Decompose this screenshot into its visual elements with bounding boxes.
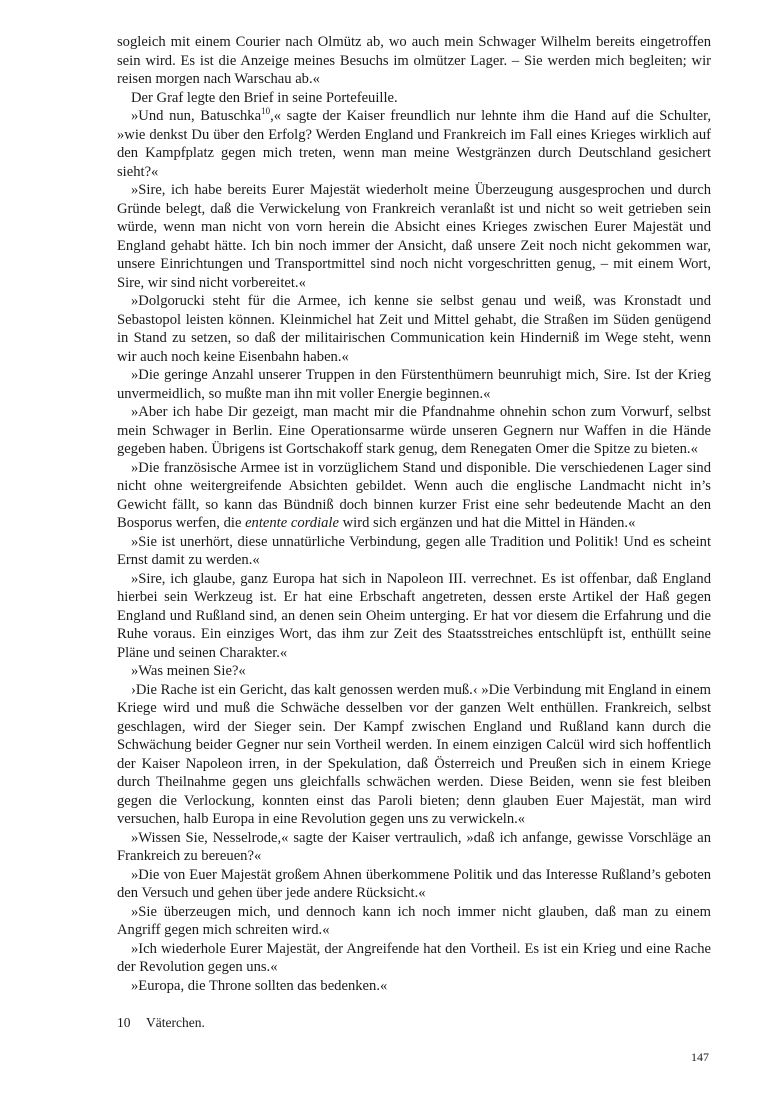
footnote-reference: 10: [261, 106, 271, 117]
paragraph: [117, 403, 711, 459]
paragraph: [117, 570, 711, 663]
paragraph: [117, 292, 711, 366]
paragraph: [117, 89, 711, 108]
paragraph: [117, 977, 711, 996]
paragraph: [117, 866, 711, 903]
paragraph-text: »Die französische Armee ist in vorzüglichem Stand und disponible. Die verschiedenen Lager sind nicht ohne weitergreifende Absichten gebildet. Wenn auch die englische Landmacht nicht in’s Gewicht fällt, so kann das Bündniß doch binnen kurzer Frist eine sehr bedeutende Macht an den Bosporus werfen, die: [117, 459, 711, 531]
paragraph-text: Der Graf legte den Brief in seine Portefeuille.: [131, 89, 398, 106]
paragraph: [117, 903, 711, 940]
paragraph-text: sogleich mit einem Courier nach Olmütz ab, wo auch mein Schwager Wilhelm bereits eingetroffen sein wird. Es ist die Anzeige meines Besuchs im olmützer Lager. – Sie werden mich begleiten; wir reisen morgen nach Warschau ab.«: [117, 34, 711, 87]
paragraph-text: »Aber ich habe Dir gezeigt, man macht mir die Pfandnahme ohnehin schon zum Vorwurf, selbst mein Schwager in Berlin. Eine Operationsarme würde unseren Gegnern nur Waffen in die Hände gegeben haben. Übrigens ist Gortschakoff stark genug, dem Renegaten Omer die Spitze zu bieten.«: [117, 404, 711, 457]
paragraph-text: »Was meinen Sie?«: [131, 663, 246, 679]
paragraph-text: wird sich ergänzen und hat die Mittel in Händen.«: [338, 515, 636, 531]
paragraph-text: »Die geringe Anzahl unserer Truppen in den Fürstenthümern beunruhigt mich, Sire. Ist der Krieg unvermeidlich, so mußte man ihn mit voller Energie beginnen.«: [117, 367, 711, 402]
paragraph-text: »Sire, ich glaube, ganz Europa hat sich in Napoleon III. verrechnet. Es ist offenbar, daß England hierbei sein Werkzeug ist. Er hat eine Erbschaft angetreten, dessen erste Artikel der Haß gegen England und Rußland sind, an denen sein Oheim unterging. Er hat vor diesem die Erfahrung und die Ruhe voraus. Ein einziges Wort, das ihm zur Zeit des Staatsstreiches entschlüpft ist, enthüllt seine Pläne und seinen Charakter.«: [117, 570, 711, 661]
footnote: [117, 1014, 205, 1031]
paragraph: [117, 940, 711, 977]
paragraph-text: ,« sagte der Kaiser freundlich nur lehnte ihm die Hand auf die Schulter, »wie denkst Du über den Erfolg? Werden England und Frankreich im Fall eines Krieges wirklich auf den Kampfplatz gegen mich treten, wenn man meine Westgränzen durch Deutschland gesichert sieht?«: [117, 108, 711, 180]
paragraph: [117, 366, 711, 403]
page-body: [117, 33, 711, 995]
paragraph-text: »Sire, ich habe bereits Eurer Majestät wiederholt meine Überzeugung ausgesprochen und durch Gründe belegt, daß die Verwickelung von Frankreich veranlaßt ist und nicht so weit getrieben sein würde, wenn man nicht von vorn herein die Absicht eines Krieges zwischen Eurer Majestät und England gehabt hätte. Ich bin noch immer der Ansicht, daß unsere Zeit noch nicht gekommen war, unsere Einrichtungen und Transportmittel sind noch nicht vorgeschritten genug, – mit einem Wort, Sire, wir sind nicht vorbereitet.«: [117, 182, 711, 291]
paragraph: [117, 681, 711, 829]
paragraph: [117, 662, 711, 681]
paragraph-text: »Die von Euer Majestät großem Ahnen überkommene Politik und das Interesse Rußland’s geboten den Versuch und gehen über jede andere Rücksicht.«: [117, 866, 711, 901]
paragraph: [117, 33, 711, 89]
footnote-number: 10: [117, 1015, 131, 1030]
paragraph: [117, 459, 711, 533]
page-number: 147: [691, 1050, 709, 1064]
paragraph-text: »Sie ist unerhört, diese unnatürliche Verbindung, gegen alle Tradition und Politik! Und es scheint Ernst damit zu werden.«: [117, 533, 711, 568]
paragraph-text: ›Die Rache ist ein Gericht, das kalt genossen werden muß.‹ »Die Verbindung mit England in einem Kriege wird und muß die Schwäche desselben vor der ganzen Welt enthüllen. Frankreich, selbst geschlagen, wird der Sieger sein. Der Kampf zwischen England und Rußland kann durch die Schwächung beider Gegner nur sein Vortheil werden. In einem einzigen Calcül wird sich hoffentlich der Kaiser Napoleon irren, in der Spekulation, daß Österreich und Preußen sich in einem Kriege durch Theilnahme gegen uns gleichfalls schwächen werden. Diese Beiden, wenn sie fest bleiben gegen die Verlockung, konnten einst das Paroli bieten; denn glauben Euer Majestät, man wird versuchen, halb Europa in eine Revolution gegen uns zu verwickeln.«: [117, 681, 711, 827]
paragraph-text: »Sie überzeugen mich, und dennoch kann ich noch immer nicht glauben, daß man zu einem Angriff gegen mich schreiten wird.«: [117, 903, 711, 938]
paragraph: [117, 829, 711, 866]
paragraph-text: »Dolgorucki steht für die Armee, ich kenne sie selbst genau und weiß, was Kronstadt und Sebastopol leisten können. Kleinmichel hat Zeit und Mittel gehabt, die Straßen im Süden genügend in Stand zu setzen, so daß der militairischen Communication kein Hinderniß im Wege steht, wenn wir auch noch keine Eisenbahn haben.«: [117, 293, 711, 365]
paragraph: [117, 181, 711, 292]
paragraph: [117, 107, 711, 181]
paragraph-text: »Wissen Sie, Nesselrode,« sagte der Kaiser vertraulich, »daß ich anfange, gewisse Vorschläge an Frankreich zu bereuen?«: [117, 829, 711, 864]
paragraph-text: »Und nun, Batuschka: [131, 108, 262, 124]
paragraph-text: »Ich wiederhole Eurer Majestät, der Angreifende hat den Vortheil. Es ist ein Krieg und eine Rache der Revolution gegen uns.«: [117, 940, 711, 975]
footnote-text: Väterchen.: [146, 1015, 205, 1030]
paragraph-text: »Europa, die Throne sollten das bedenken.«: [131, 977, 388, 994]
paragraph: [117, 533, 711, 570]
italic-text: entente cordiale: [245, 515, 339, 531]
